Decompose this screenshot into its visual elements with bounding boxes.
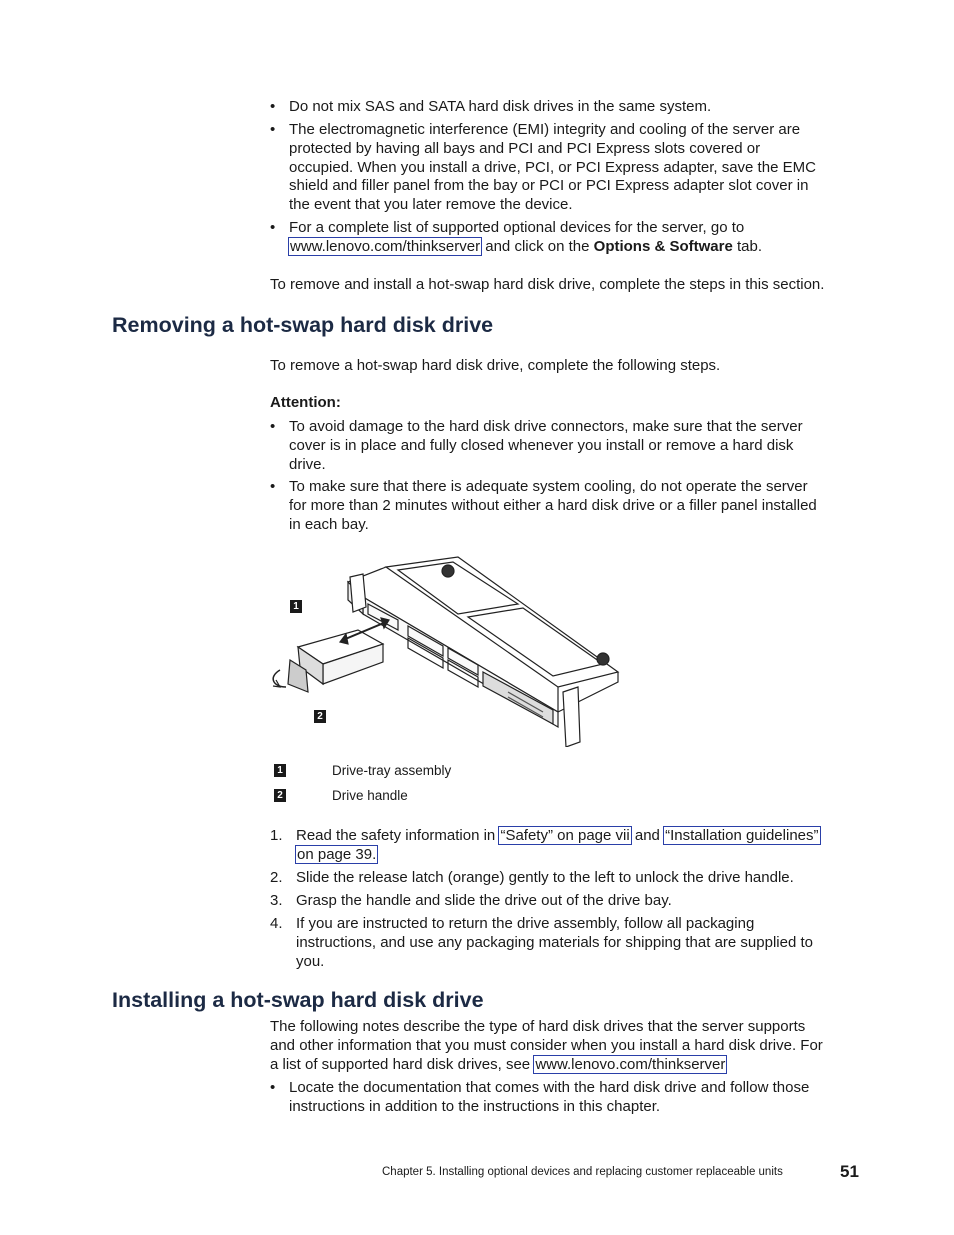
bullet-line: for more than 2 minutes without either a hard disk drive or a filler panel installed	[289, 496, 817, 514]
thinkserver-link[interactable]: www.lenovo.com/thinkserver	[535, 1055, 726, 1073]
bullet-dot: •	[270, 418, 276, 435]
intro-paragraph: To remove and install a hot-swap hard disk drive, complete the steps in this section.	[270, 276, 825, 293]
bullet-line: shield and filler panel from the bay or PCI or PCI Express adapter slot cover in	[289, 177, 809, 195]
step-line: you.	[296, 952, 325, 970]
installation-guidelines-link[interactable]: “Installation guidelines”	[665, 827, 819, 844]
section2-paragraph	[270, 1018, 870, 1074]
legend-label: Drive-tray assembly	[332, 763, 452, 778]
step-text: Slide the release latch (orange) gently to the left to unlock the drive handle.	[296, 869, 794, 886]
text-span: and	[630, 827, 665, 844]
installation-guidelines-link-cont[interactable]: on page 39.	[297, 845, 377, 863]
options-software-label: Options & Software	[593, 237, 733, 255]
step-number: 3.	[270, 892, 283, 909]
bullet-line: occupied. When you install a drive, PCI, or PCI Express adapter, save the EMC	[289, 158, 816, 176]
callout-badge-1: 1	[290, 600, 302, 613]
page-number: 51	[840, 1162, 859, 1181]
bullet-line: instructions in addition to the instructions in this chapter.	[289, 1097, 661, 1115]
text-span: tab.	[732, 237, 763, 255]
bullet-line: protected by having all bays and PCI and PCI Express slots covered or	[289, 139, 761, 157]
step-number: 1.	[270, 827, 283, 844]
thinkserver-link[interactable]: www.lenovo.com/thinkserver	[290, 237, 481, 255]
step-line: If you are instructed to return the drive assembly, follow all packaging	[296, 915, 755, 932]
bullet-line: To avoid damage to the hard disk drive connectors, make sure that the server	[289, 418, 803, 435]
text-span: and click on the	[481, 237, 594, 255]
bullet-text: Do not mix SAS and SATA hard disk drives in the same system.	[289, 98, 712, 115]
bullet-dot: •	[270, 1079, 276, 1096]
para-line: and other information that you must consider when you install a hard disk drive. For	[270, 1036, 823, 1054]
legend-label: Drive handle	[332, 788, 408, 803]
step-line: instructions, and use any packaging materials for shipping that are supplied to	[296, 933, 813, 951]
attention-label: Attention:	[270, 394, 341, 411]
footer-chapter: Chapter 5. Installing optional devices and replacing customer replaceable units	[382, 1166, 783, 1178]
bullet-line: the event that you later remove the device.	[289, 196, 573, 214]
step-number: 4.	[270, 915, 283, 932]
bullet-dot: •	[270, 219, 276, 236]
bullet-dot: •	[270, 121, 276, 138]
bullet-line: The electromagnetic interference (EMI) integrity and cooling of the server are	[289, 121, 801, 138]
bullet-dot: •	[270, 98, 276, 115]
bullet-line: cover is in place and fully closed whenever you install or remove a hard disk	[289, 436, 794, 454]
bullet-dot: •	[270, 478, 276, 495]
step-number: 2.	[270, 869, 283, 886]
text-span: a list of supported hard disk drives, see	[270, 1055, 535, 1073]
step-text: Grasp the handle and slide the drive out of the drive bay.	[296, 892, 672, 909]
bullet-line: drive.	[289, 455, 326, 473]
legend-badge: 1	[274, 764, 286, 777]
section-heading-installing: Installing a hot-swap hard disk drive	[112, 988, 484, 1012]
safety-link[interactable]: “Safety” on page vii	[500, 827, 630, 844]
legend-badge: 2	[274, 789, 286, 802]
section-paragraph: To remove a hot-swap hard disk drive, complete the following steps.	[270, 357, 721, 374]
callout-badge-2: 2	[314, 710, 326, 723]
bullet-line: For a complete list of supported optional devices for the server, go to	[289, 219, 745, 236]
text-span: Read the safety information in	[296, 827, 500, 844]
bullet-line: To make sure that there is adequate system cooling, do not operate the server	[289, 478, 808, 495]
section-heading-removing: Removing a hot-swap hard disk drive	[112, 313, 494, 337]
para-line: The following notes describe the type of hard disk drives that the server supports	[270, 1018, 806, 1035]
bullet-line: Locate the documentation that comes with the hard disk drive and follow those	[289, 1079, 810, 1096]
bullet-line: in each bay.	[289, 515, 369, 533]
